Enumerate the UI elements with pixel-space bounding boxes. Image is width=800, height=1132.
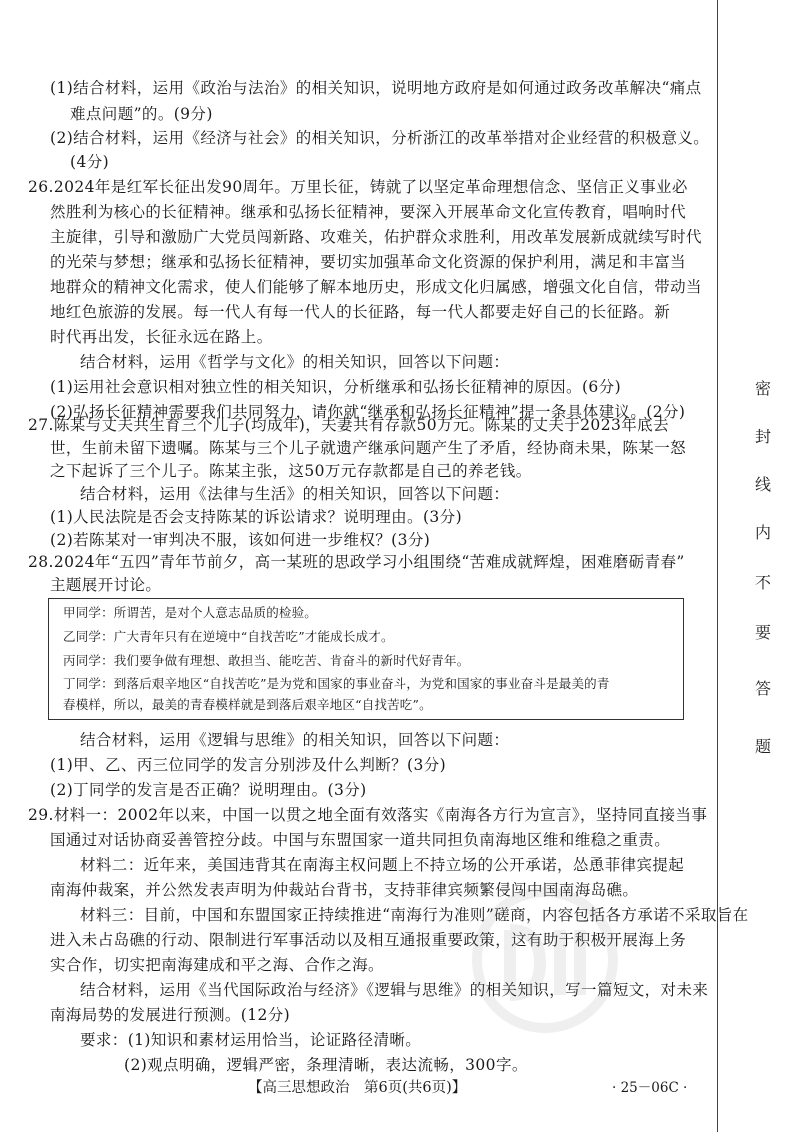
q26-sub2: (2)弘扬长征精神需要我们共同努力，请你就“继承和弘扬长征精神”提一条具体建议。(2分) [50,403,686,421]
q26-line6: 地红色旅游的发展。每一代人有每一代人的长征路，每一代人都要走好自己的长征路。新 [50,303,671,321]
q29-req1: 要求：(1)知识和素材运用恰当，论证路径清晰。 [80,1031,422,1049]
q27-sub1: (1)人民法院是否会支持陈某的诉讼请求？说明理由。(3分) [50,508,463,526]
seal-char-4: 内 [754,523,771,542]
seal-char-6: 要 [754,623,771,642]
q26-line2: 然胜利为核心的长征精神。继承和弘扬长征精神，要深入开展革命文化宣传教育，唱响时代 [50,203,687,221]
seal-char-5: 不 [754,573,771,592]
q27-instruction: 结合材料，运用《法律与生活》的相关知识，回答以下问题： [80,485,510,503]
q25-sub2-line1: (2)结合材料，运用《经济与社会》的相关知识，分析浙江的改革举措对企业经营的积极意义。 [50,129,710,147]
q28-sub1: (1)甲、乙、丙三位同学的发言分别涉及什么判断？(3分) [50,756,447,774]
q26-line4: 的光荣与梦想；继承和弘扬长征精神，要切实加强革命文化资源的保护利用，满足和丰富当 [50,253,687,271]
q28-statement-bing: 丙同学：我们要争做有理想、敢担当、能吃苦、肯奋斗的新时代好青年。 [63,653,470,668]
seal-char-2: 封 [754,427,771,446]
q29-line8: 结合材料，运用《当代国际政治与经济》《逻辑与思维》的相关知识，写一篇短文，对未来 [80,981,709,999]
q25-sub1-line2: 难点问题”的。(9分) [70,105,213,123]
seal-line [717,0,718,1132]
seal-char-3: 线 [754,475,771,494]
q28-statement-jia: 甲同学：所谓苦，是对个人意志品质的检验。 [63,605,318,620]
q27-line2: 世，生前未留下遗嘱。陈某与三个儿子就遗产继承问题产生了矛盾，经协商未果，陈某一怒 [50,439,687,457]
q28-statement-yi: 乙同学：广大青年只有在逆境中“自找苦吃”才能成长成才。 [63,629,394,644]
q29-line9: 南海局势的发展进行预测。(12分) [50,1006,291,1024]
q26-sub1: (1)运用社会意识相对独立性的相关知识，分析继承和弘扬长征精神的原因。(6分) [50,378,622,396]
q28-statement-ding-2: 春模样，所以，最美的青春模样就是到落后艰辛地区“自找苦吃”。 [63,697,432,712]
q28-instruction: 结合材料，运用《逻辑与思维》的相关知识，回答以下问题： [80,731,510,749]
q26-line1: 26.2024年是红军长征出发90周年。万里长征，铸就了以坚定革命理想信念、坚信正义事业必 [28,178,688,196]
q29-line1: 29.材料一：2002年以来，中国一以贯之地全面有效落实《南海各方行为宣言》，坚持同直接当事 [28,806,708,824]
q29-req2: (2)观点明确，逻辑严密，条理清晰，表达流畅，300字。 [124,1056,528,1074]
q27-sub2: (2)若陈某对一审判决不服，该如何进一步维权？(3分) [50,531,431,549]
q26-line5: 地群众的精神文化需求，使人们能够了解本地历史，形成文化归属感，增强文化自信，带动当 [50,278,702,296]
q27-line1: 27.陈某与丈夫共生育三个儿子(均成年)，夫妻共有存款50万元。陈某的丈夫于2023年底去 [28,416,669,434]
footer-code: · 25－06C · [612,1080,688,1096]
seal-char-8: 题 [754,737,771,756]
q28-statement-ding-1: 丁同学：到落后艰辛地区“自找苦吃”是为党和国家的事业奋斗，为党和国家的事业奋斗是最美的青 [63,676,610,691]
q29-line3: 材料二：近年来，美国违背其在南海主权问题上不持立场的公开承诺，怂恿菲律宾提起 [80,856,685,874]
watermark-logo-icon [470,885,620,1035]
q29-line5: 材料三：目前，中国和东盟国家正持续推进“南海行为准则”磋商，内容包括各方承诺不采取旨在 [80,906,749,924]
q29-line2: 国通过对话协商妥善管控分歧。中国与东盟国家一道共同担负南海地区维和维稳之重责。 [50,831,671,849]
q26-line3: 主旋律，引导和激励广大党员闯新路、攻难关，佑护群众求胜利，用改革发展新成就续写时代 [50,228,702,246]
q26-instruction: 结合材料，运用《哲学与文化》的相关知识，回答以下问题： [80,353,510,371]
seal-char-7: 答 [754,679,771,698]
q25-sub1-line1: (1)结合材料，运用《政治与法治》的相关知识，说明地方政府是如何通过政务改革解决“痛点 [50,79,702,97]
q26-line7: 时代再出发，长征永远在路上。 [50,328,273,346]
q28-line2: 主题展开讨论。 [50,576,162,594]
q28-statements-box [48,598,684,720]
q29-line7: 实合作，切实把南海建成和平之海、合作之海。 [50,956,384,974]
q29-line4: 南海仲裁案，并公然发表声明为仲裁站台背书，支持菲律宾频繁侵闯中国南海岛礁。 [50,881,639,899]
q29-line6: 进入未占岛礁的行动、限制进行军事活动以及相互通报重要政策，这有助于积极开展海上务 [50,931,687,949]
footer-page-info: 【高三思想政治 第6页(共6页)】 [248,1080,467,1096]
q28-sub2: (2)丁同学的发言是否正确？说明理由。(3分) [50,781,367,799]
q25-sub2-line2: (4分) [70,153,110,171]
q28-line1: 28.2024年“五四”青年节前夕，高一某班的思政学习小组围绕“苦难成就辉煌，困难磨砺青春” [28,553,685,571]
seal-char-1: 密 [754,379,771,398]
q27-line3: 之下起诉了三个儿子。陈某主张，这50万元存款都是自己的养老钱。 [50,462,532,480]
